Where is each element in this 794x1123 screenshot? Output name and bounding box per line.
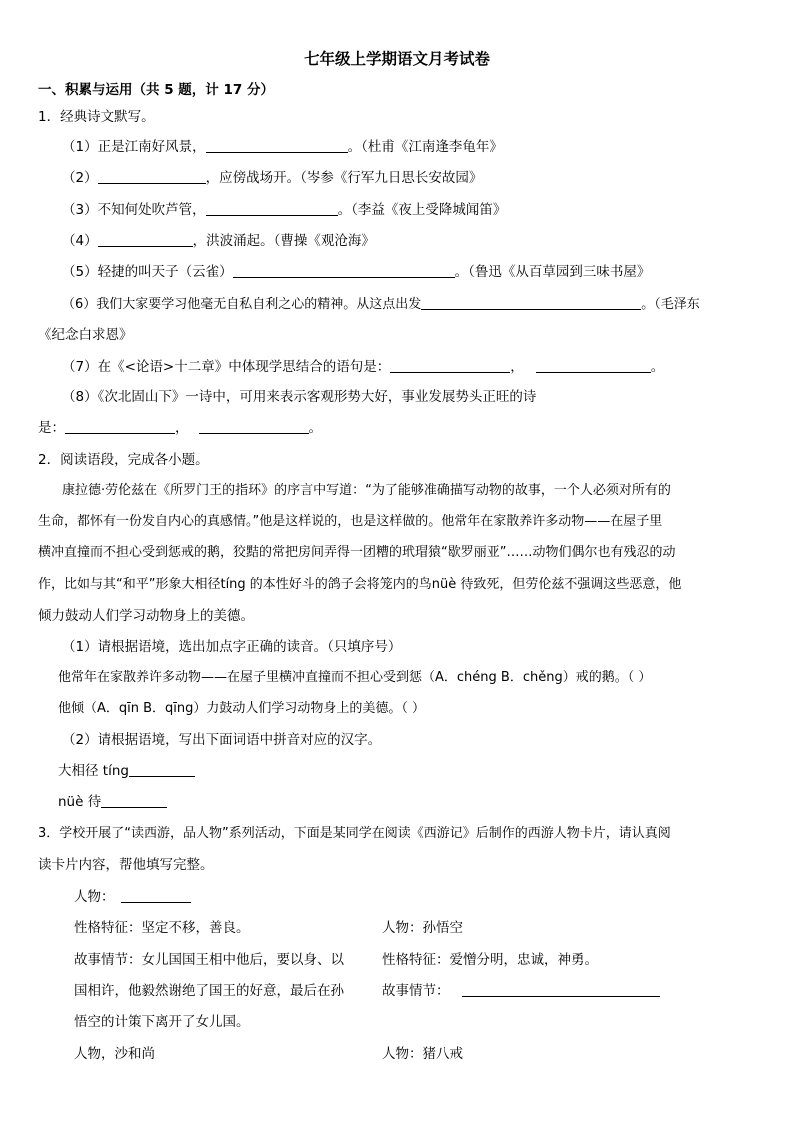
page-title: 七年级上学期语文月考试卷 [303, 50, 490, 68]
card-label: 故事情节： [382, 983, 450, 999]
question-3-stem-continued: 读卡片内容，帮他填写完整。 [38, 857, 214, 873]
answer-blank[interactable] [98, 169, 206, 184]
card-left-story-2: 国相许，他毅然谢绝了国王的好意，最后在孙 [74, 983, 344, 999]
answer-blank[interactable] [421, 295, 641, 310]
q2-word-2 [58, 793, 167, 811]
card-left-story-3: 悟空的计策下离开了女儿国。 [74, 1014, 250, 1030]
card-left-story-1: 故事情节：女儿国国王相中他后，要以身、以 [74, 952, 344, 968]
card-right-trait: 性格特征：爱憎分明，忠诚，神勇。 [382, 952, 598, 968]
answer-blank[interactable] [65, 419, 175, 434]
question-3-stem: 3．学校开展了“读西游，品人物”系列活动，下面是某同学在阅读《西游记》后制作的西游人物卡片，请认真阅 [38, 826, 671, 841]
answer-blank[interactable] [98, 232, 193, 247]
q1-item-5-text: （5）轻捷的叫天子（云雀） [62, 264, 233, 280]
answer-blank[interactable] [199, 419, 309, 434]
answer-blank[interactable] [233, 263, 455, 278]
q1-item-8: （8）《次北固山下》一诗中，可用来表示客观形势大好，事业发展势头正旺的诗 [62, 389, 537, 405]
q1-item-6-continued: 《纪念白求恩》 [38, 327, 133, 343]
answer-blank[interactable] [390, 358, 510, 373]
q1-item-1-text: （1）正是江南好风景， [62, 139, 206, 155]
passage-line-3: 横冲直撞而不担心受到惩戒的鹅，狡黠的常把房间弄得一团糟的玳瑁猿“歇罗丽亚”……动物们偶尔也有残忍的动 [38, 545, 676, 560]
comma: ， [175, 420, 189, 436]
comma: ， [510, 359, 524, 375]
q2-word-1-label: 大相径 tíng [58, 763, 129, 779]
q1-item-6 [62, 295, 700, 314]
q1-item-5-source: 。（鲁迅《从百草园到三味书屋》 [454, 264, 651, 280]
period: 。 [650, 359, 665, 375]
answer-blank[interactable] [101, 793, 167, 808]
card-left-trait: 性格特征：坚定不移，善良。 [74, 920, 250, 936]
q2-word-2-label: nüè 待 [58, 794, 102, 810]
q1-item-8-label: 是： [38, 420, 65, 436]
q1-item-8-answer [38, 419, 322, 437]
q2-sub-1-b: 他倾（A．qīn B．qīng）力鼓动人们学习动物身上的美德。（ ） [58, 701, 426, 716]
card-label: 人物： [74, 889, 115, 905]
question-2-stem: 2．阅读语段，完成各小题。 [38, 452, 209, 468]
section-heading: 一、积累与运用（共 5 题，计 17 分） [38, 82, 274, 98]
answer-blank[interactable] [206, 138, 348, 153]
q1-item-1-source: 。（杜甫《江南逢李龟年》 [347, 139, 503, 155]
q1-item-4-source: ，洪波涌起。（曹操《观沧海》 [192, 233, 375, 249]
answer-blank[interactable] [121, 888, 191, 903]
q1-item-4 [62, 232, 375, 250]
passage-line-5: 倾力鼓动人们学习动物身上的美德。 [38, 608, 254, 624]
card-right-name-2: 人物：猪八戒 [382, 1046, 463, 1062]
q2-word-1 [58, 762, 195, 780]
q1-item-3-source: 。（李益《夜上受降城闻笛》 [337, 202, 507, 218]
q1-item-2 [62, 169, 482, 187]
q1-item-6-text: （6）我们大家要学习他毫无自私自利之心的精神。从这点出发 [62, 297, 422, 312]
answer-blank[interactable] [206, 201, 338, 216]
q1-item-3 [62, 201, 506, 219]
q1-item-4-text: （4） [62, 233, 98, 249]
q1-item-7 [62, 358, 664, 376]
answer-blank[interactable] [462, 982, 660, 997]
q2-sub-2: （2）请根据语境，写出下面词语中拼音对应的汉字。 [62, 732, 382, 748]
answer-blank[interactable] [536, 358, 651, 373]
q2-sub-1-a: 他常年在家散养许多动物——在屋子里横冲直撞而不担心受到惩（A．chéng B．chěng）戒的鹅。（ ） [58, 670, 652, 685]
period: 。 [308, 420, 322, 436]
passage-line-4: 作，比如与其“和平”形象大相径tíng 的本性好斗的鸽子会将笼内的鸟nüè 待致死，但劳伦兹不强调这些恶意，他 [38, 577, 682, 592]
card-right-name: 人物：孙悟空 [382, 920, 463, 936]
q1-item-3-text: （3）不知何处吹芦管， [62, 202, 206, 218]
card-left-name [74, 888, 191, 906]
q1-item-7-text: （7）在《<论语>十二章》中体现学思结合的语句是： [62, 359, 391, 375]
card-right-story [382, 982, 660, 1000]
passage-line-1: 康拉德·劳伦兹在《所罗门王的指环》的序言中写道：“为了能够准确描写动物的故事，一个人必须对所有的 [62, 483, 671, 498]
answer-blank[interactable] [129, 762, 195, 777]
q1-item-1 [62, 138, 503, 156]
q2-sub-1: （1）请根据语境，选出加点字正确的读音。（只填序号） [62, 639, 402, 655]
question-1-stem: 1．经典诗文默写。 [38, 109, 155, 125]
q1-item-2-text: （2） [62, 170, 98, 186]
q1-item-5 [62, 263, 650, 281]
q1-item-2-source: ，应傍战场开。（岑参《行军九日思长安故园》 [205, 170, 483, 186]
q1-item-6-source: 。（毛泽东 [641, 297, 700, 312]
passage-line-2: 生命，都怀有一份发自内心的真感情。”他是这样说的，也是这样做的。他常年在家散养许多动物——在屋子里 [38, 514, 663, 529]
card-left-name-2: 人物，沙和尚 [74, 1046, 155, 1062]
